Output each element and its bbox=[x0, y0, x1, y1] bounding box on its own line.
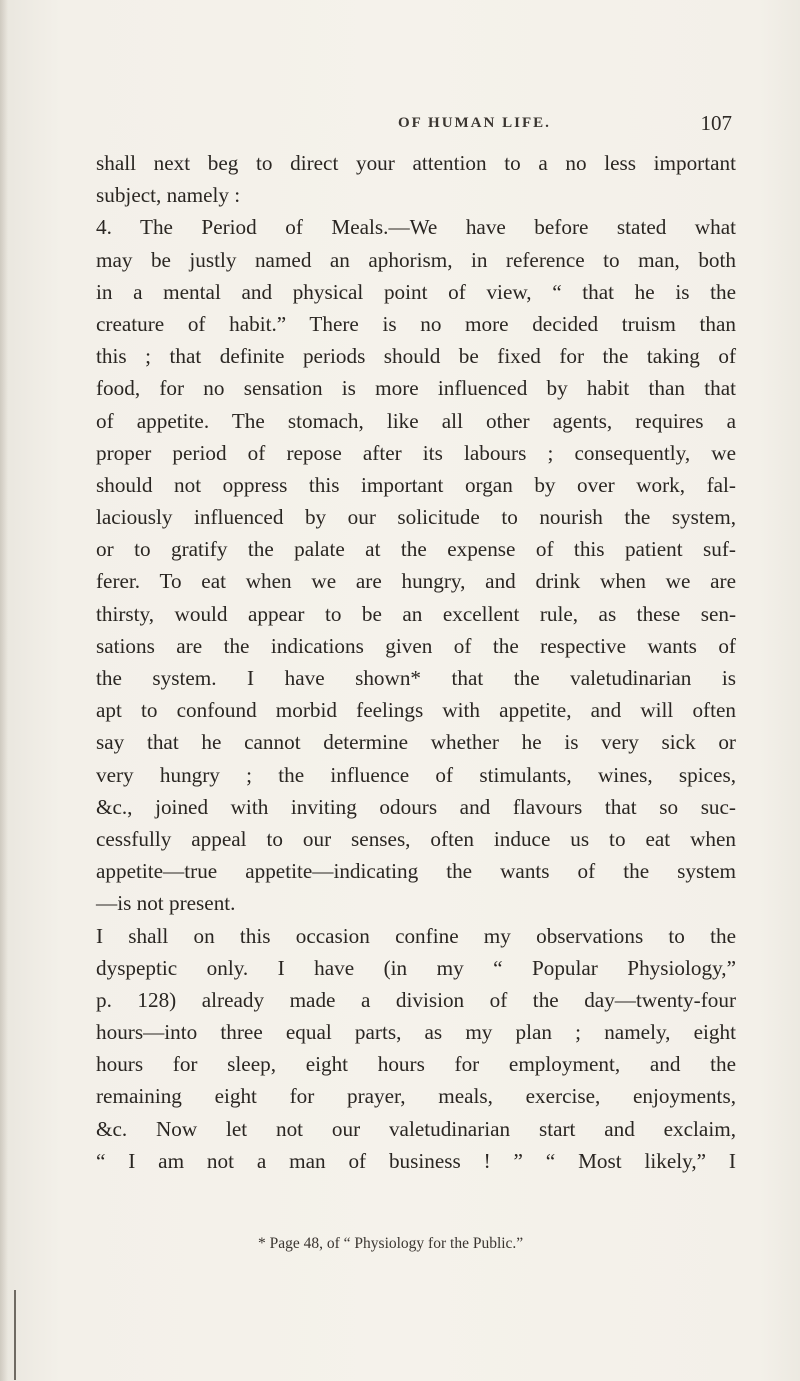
text-line: very hungry ; the influence of stimulants, wines, spices, bbox=[96, 762, 736, 787]
text-line: laciously influenced by our solicitude to nourish the system, bbox=[96, 505, 736, 530]
text-line: hours for sleep, eight hours for employment, and the bbox=[96, 1052, 736, 1077]
text-line: —is not present. bbox=[96, 891, 236, 916]
text-line: thirsty, would appear to be an excellent rule, as these sen- bbox=[96, 601, 736, 626]
text-line: the system. I have shown* that the valetudinarian is bbox=[96, 666, 736, 690]
text-line: may be justly named an aphorism, in reference to man, both bbox=[96, 247, 736, 272]
gutter-shadow bbox=[0, 0, 8, 1381]
text-line: remaining eight for prayer, meals, exercise, enjoyments, bbox=[96, 1084, 736, 1109]
text-line: proper period of repose after its labours ; consequently, we bbox=[96, 440, 736, 465]
text-line: “ I am not a man of business ! ” “ Most likely,” I bbox=[96, 1148, 736, 1173]
text-line: cessfully appeal to our senses, often induce us to eat when bbox=[96, 826, 736, 851]
text-line: this ; that definite periods should be fixed for the taking of bbox=[96, 344, 736, 369]
text-line: sations are the indications given of the respective wants of bbox=[96, 633, 736, 658]
text-line: food, for no sensation is more influenced by habit than that bbox=[96, 376, 736, 401]
margin-mark bbox=[14, 1290, 16, 1380]
text-line: say that he cannot determine whether he is very sick or bbox=[96, 730, 736, 755]
text-line: p. 128) already made a division of the day—twenty-four bbox=[96, 987, 736, 1012]
text-line: I shall on this occasion confine my observations to the bbox=[96, 923, 736, 948]
text-line: apt to confound morbid feelings with appetite, and will often bbox=[96, 698, 736, 723]
text-line: 4. The Period of Meals.—We have before stated what bbox=[96, 215, 736, 240]
body-text bbox=[96, 147, 736, 1177]
text-line: hours—into three equal parts, as my plan ; namely, eight bbox=[96, 1020, 736, 1045]
text-line: subject, namely : bbox=[96, 183, 241, 208]
running-head: OF HUMAN LIFE. bbox=[398, 115, 551, 131]
text-line: appetite—true appetite—indicating the wants of the system bbox=[96, 859, 736, 884]
text-line: in a mental and physical point of view, “ that he is the bbox=[96, 279, 736, 304]
footnote: * Page 48, of “ Physiology for the Public.” bbox=[258, 1235, 524, 1252]
page-number: 107 bbox=[700, 111, 732, 135]
text-line: shall next beg to direct your attention to a no less important bbox=[96, 151, 736, 175]
text-line: dyspeptic only. I have (in my “ Popular Physiology,” bbox=[96, 955, 736, 980]
text-line: or to gratify the palate at the expense of this patient suf- bbox=[96, 537, 736, 562]
text-line: &c. Now let not our valetudinarian start and exclaim, bbox=[96, 1116, 736, 1141]
page-header bbox=[96, 111, 732, 141]
text-line: creature of habit.” There is no more decided truism than bbox=[96, 311, 736, 336]
text-line: ferer. To eat when we are hungry, and drink when we are bbox=[96, 569, 736, 594]
text-line: &c., joined with inviting odours and flavours that so suc- bbox=[96, 794, 736, 819]
text-line: of appetite. The stomach, like all other agents, requires a bbox=[96, 408, 736, 433]
text-line: should not oppress this important organ by over work, fal- bbox=[96, 472, 736, 497]
